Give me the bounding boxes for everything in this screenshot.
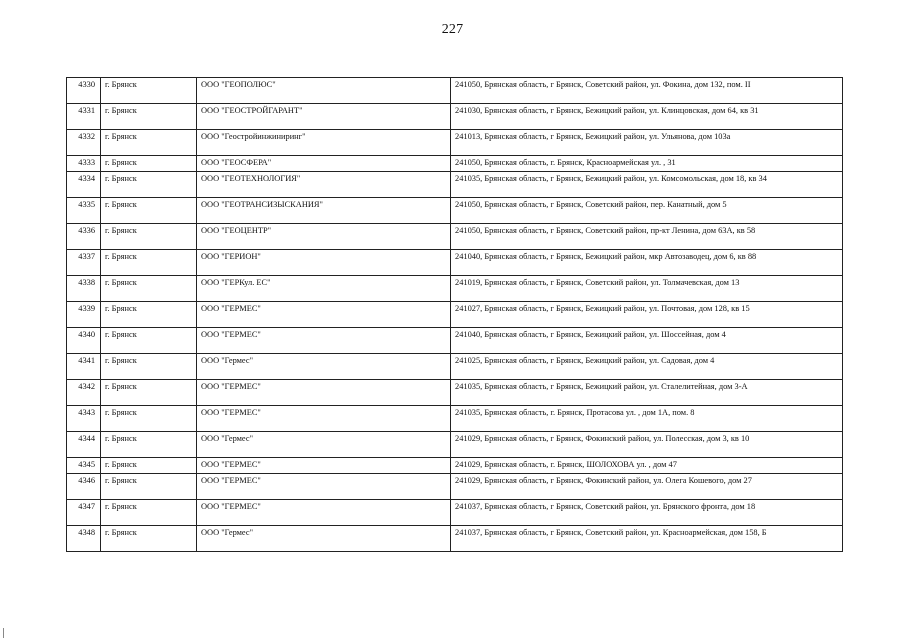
row-number-cell: 4342 [67,380,101,406]
address-cell: 241050, Брянская область, г Брянск, Советский район, пер. Канатный, дом 5 [451,198,843,224]
city-cell: г. Брянск [101,354,197,380]
page-edge-mark [3,628,4,638]
organization-name-cell: ООО "ГЕОСТРОЙГАРАНТ" [197,104,451,130]
table-row [67,78,843,104]
organization-name-cell: ООО "Геостройинжиниринг" [197,130,451,156]
row-number-cell: 4344 [67,432,101,458]
city-cell: г. Брянск [101,302,197,328]
city-cell: г. Брянск [101,130,197,156]
address-cell: 241037, Брянская область, г Брянск, Советский район, ул. Красноармейская, дом 158, Б [451,526,843,552]
row-number-cell: 4340 [67,328,101,354]
address-cell: 241027, Брянская область, г Брянск, Бежицкий район, ул. Почтовая, дом 128, кв 15 [451,302,843,328]
row-number-cell: 4347 [67,500,101,526]
organization-name-cell: ООО "ГЕРМЕС" [197,474,451,500]
address-cell: 241040, Брянская область, г Брянск, Бежицкий район, мкр Автозаводец, дом 6, кв 88 [451,250,843,276]
row-number-cell: 4335 [67,198,101,224]
row-number-cell: 4341 [67,354,101,380]
table-row [67,406,843,432]
address-cell: 241013, Брянская область, г Брянск, Бежицкий район, ул. Ульянова, дом 103а [451,130,843,156]
city-cell: г. Брянск [101,198,197,224]
city-cell: г. Брянск [101,224,197,250]
address-cell: 241050, Брянская область, г Брянск, Советский район, ул. Фокина, дом 132, пом. II [451,78,843,104]
table-row [67,354,843,380]
organization-name-cell: ООО "ГЕРМЕС" [197,380,451,406]
organization-name-cell: ООО "Гермес" [197,432,451,458]
organization-name-cell: ООО "ГЕОСФЕРА" [197,156,451,172]
table-row [67,156,843,172]
organization-name-cell: ООО "ГЕРМЕС" [197,328,451,354]
organization-name-cell: ООО "ГЕОТЕХНОЛОГИЯ" [197,172,451,198]
row-number-cell: 4337 [67,250,101,276]
table-row [67,474,843,500]
table-row [67,302,843,328]
city-cell: г. Брянск [101,380,197,406]
address-cell: 241019, Брянская область, г Брянск, Советский район, ул. Толмачевская, дом 13 [451,276,843,302]
table-row [67,172,843,198]
organization-name-cell: ООО "ГЕРМЕС" [197,406,451,432]
city-cell: г. Брянск [101,250,197,276]
organization-name-cell: ООО "ГЕРМЕС" [197,302,451,328]
table-row [67,380,843,406]
organization-name-cell: ООО "Гермес" [197,526,451,552]
organization-name-cell: ООО "ГЕРКул. ЕС" [197,276,451,302]
city-cell: г. Брянск [101,104,197,130]
organization-name-cell: ООО "ГЕРМЕС" [197,500,451,526]
row-number-cell: 4338 [67,276,101,302]
city-cell: г. Брянск [101,458,197,474]
row-number-cell: 4331 [67,104,101,130]
table-row [67,432,843,458]
address-cell: 241029, Брянская область, г Брянск, Фокинский район, ул. Олега Кошевого, дом 27 [451,474,843,500]
address-cell: 241029, Брянская область, г Брянск, Фокинский район, ул. Полесская, дом 3, кв 10 [451,432,843,458]
row-number-cell: 4333 [67,156,101,172]
table-row [67,526,843,552]
city-cell: г. Брянск [101,276,197,302]
registry-table-body [67,78,843,552]
address-cell: 241035, Брянская область, г Брянск, Бежицкий район, ул. Комсомольская, дом 18, кв 34 [451,172,843,198]
city-cell: г. Брянск [101,406,197,432]
city-cell: г. Брянск [101,172,197,198]
row-number-cell: 4330 [67,78,101,104]
table-row [67,130,843,156]
address-cell: 241050, Брянская область, г Брянск, Советский район, пр-кт Ленина, дом 63А, кв 58 [451,224,843,250]
registry-table [66,77,843,552]
address-cell: 241040, Брянская область, г Брянск, Бежицкий район, ул. Шоссейная, дом 4 [451,328,843,354]
table-row [67,224,843,250]
city-cell: г. Брянск [101,328,197,354]
row-number-cell: 4334 [67,172,101,198]
page-number: 227 [441,22,464,37]
city-cell: г. Брянск [101,432,197,458]
table-row [67,198,843,224]
table-row [67,276,843,302]
table-row [67,458,843,474]
organization-name-cell: ООО "ГЕОТРАНСИЗЫСКАНИЯ" [197,198,451,224]
row-number-cell: 4345 [67,458,101,474]
city-cell: г. Брянск [101,500,197,526]
organization-name-cell: ООО "ГЕРИОН" [197,250,451,276]
organization-name-cell: ООО "Гермес" [197,354,451,380]
address-cell: 241050, Брянская область, г. Брянск, Красноармейская ул. , 31 [451,156,843,172]
address-cell: 241030, Брянская область, г Брянск, Бежицкий район, ул. Клинцовская, дом 64, кв 31 [451,104,843,130]
row-number-cell: 4348 [67,526,101,552]
organization-name-cell: ООО "ГЕРМЕС" [197,458,451,474]
row-number-cell: 4343 [67,406,101,432]
table-row [67,500,843,526]
city-cell: г. Брянск [101,78,197,104]
address-cell: 241035, Брянская область, г. Брянск, Протасова ул. , дом 1А, пом. 8 [451,406,843,432]
address-cell: 241025, Брянская область, г Брянск, Бежицкий район, ул. Садовая, дом 4 [451,354,843,380]
city-cell: г. Брянск [101,526,197,552]
organization-name-cell: ООО "ГЕОЦЕНТР" [197,224,451,250]
address-cell: 241035, Брянская область, г Брянск, Бежицкий район, ул. Сталелитейная, дом 3-А [451,380,843,406]
row-number-cell: 4339 [67,302,101,328]
table-row [67,250,843,276]
row-number-cell: 4346 [67,474,101,500]
organization-name-cell: ООО "ГЕОПОЛЮС" [197,78,451,104]
address-cell: 241037, Брянская область, г Брянск, Советский район, ул. Брянского фронта, дом 18 [451,500,843,526]
address-cell: 241029, Брянская область, г. Брянск, ШОЛОХОВА ул. , дом 47 [451,458,843,474]
table-row [67,104,843,130]
city-cell: г. Брянск [101,474,197,500]
city-cell: г. Брянск [101,156,197,172]
table-row [67,328,843,354]
row-number-cell: 4332 [67,130,101,156]
row-number-cell: 4336 [67,224,101,250]
